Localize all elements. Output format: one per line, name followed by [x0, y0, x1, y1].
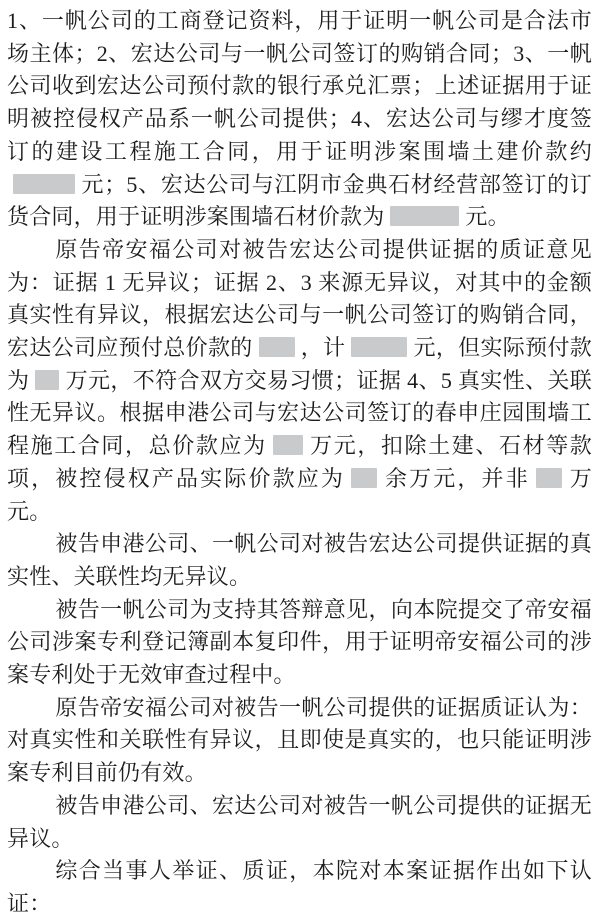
text-segment: 万元。 — [7, 465, 593, 524]
redaction-box — [259, 337, 295, 357]
paragraph — [7, 234, 592, 528]
text-segment: ，计 — [300, 335, 346, 361]
text-segment: 元。 — [465, 204, 510, 230]
redaction-box — [35, 370, 59, 390]
paragraph — [7, 528, 592, 593]
paragraph — [7, 5, 592, 234]
paragraph — [7, 692, 592, 790]
paragraph — [7, 594, 592, 692]
redaction-box — [13, 174, 75, 194]
text-segment: 综合当事人举证、质证，本院对本案证据作出如下认证： — [7, 858, 592, 916]
redaction-box — [351, 468, 377, 488]
text-segment: 余万元，并非 — [383, 465, 530, 491]
redaction-box — [536, 468, 562, 488]
text-segment: 1、一帆公司的工商登记资料，用于证明一帆公司是合法市场主体；2、宏达公司与一帆公司签订的购销合同；3、一帆公司收到宏达公司预付款的银行承兑汇票；上述证据用于证明被控侵权产品系一帆公司提供；4、宏达公司与缪才度签订的建设工程施工合同，用于证明涉案围墙土建价款约 — [7, 8, 592, 164]
text-segment: 被告申港公司、宏达公司对被告一帆公司提供的证据无异议。 — [7, 792, 592, 851]
redaction-box — [351, 337, 407, 357]
text-segment: 被告申港公司、一帆公司对被告宏达公司提供证据的真实性、关联性均无异议。 — [7, 531, 592, 589]
paragraph — [7, 790, 592, 855]
redaction-box — [273, 435, 303, 455]
text-segment: 被告一帆公司为支持其答辩意见，向本院提交了帝安福公司涉案专利登记簿副本复印件，用于证明帝安福公司的涉案专利处于无效审查过程中。 — [7, 596, 592, 688]
text-segment: 万元，扣除土建、石材等款项，被控侵权产品实际价款应为 — [7, 433, 593, 491]
text-segment: 原告帝安福公司对被告一帆公司提供的证据质证认为：对真实性和关联性有异议，且即使是真实的，也只能证明涉案专利目前仍有效。 — [7, 694, 592, 786]
text-segment: 元；5、宏达公司与江阴市金典石材经营部签订的订货合同，用于证明涉案围墙石材价款为 — [7, 171, 592, 230]
paragraph — [7, 855, 592, 920]
redaction-box — [390, 206, 459, 226]
text-segment: 万元，不符合双方交易习惯；证据 4、5 真实性、关联性无异议。根据申港公司与宏达公司签订的春申庄园围墙工程施工合同，总价款应为 — [7, 367, 593, 459]
text-segment: 元，但实际预付款为 — [7, 335, 592, 393]
text-segment: 原告帝安福公司对被告宏达公司提供证据的质证意见为：证据 1 无异议；证据 2、3 来源无异议，对其中的金额真实性有异议，根据宏达公司与一帆公司签订的购销合同，宏达公司应预付总价款的 — [7, 236, 592, 361]
